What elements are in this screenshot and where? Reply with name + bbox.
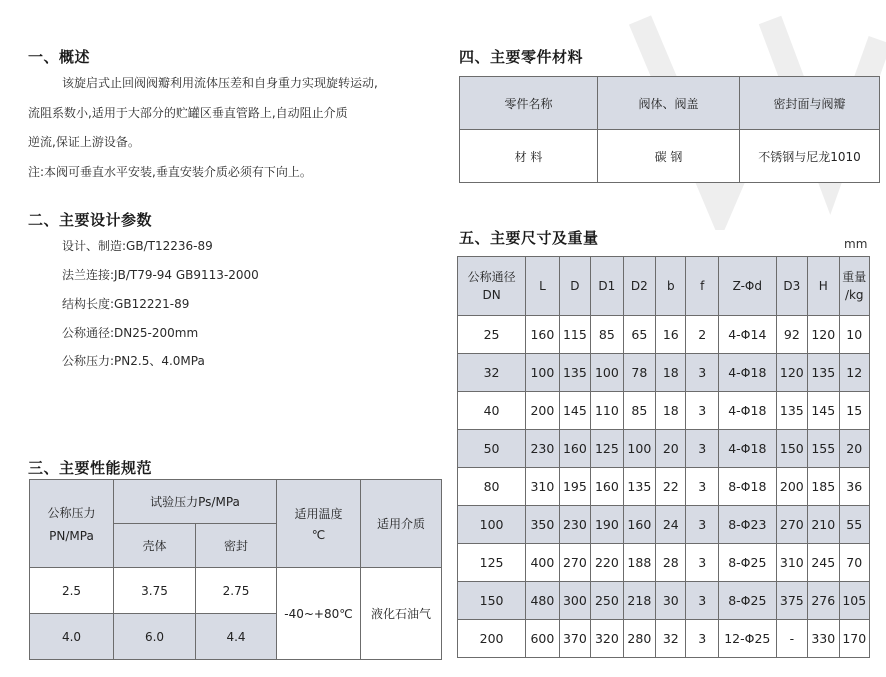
- cell-f: 3: [686, 620, 718, 658]
- cell-D: 270: [559, 544, 590, 582]
- cell-L: 310: [526, 468, 560, 506]
- table-row: [30, 568, 442, 614]
- cell-D2: 65: [623, 316, 655, 354]
- overview-note: 注:本阀可垂直水平安装,垂直安装介质必须有下向上。: [28, 165, 312, 179]
- cell-D1: 160: [591, 468, 623, 506]
- dimensions-body: [458, 316, 870, 658]
- header-D: D: [559, 257, 590, 316]
- table-row: [458, 392, 870, 430]
- cell-D3: 150: [776, 430, 807, 468]
- cell-zd: 4-Φ18: [718, 392, 776, 430]
- header-pressure-label: 公称压力: [47, 506, 96, 520]
- header-pressure: [30, 480, 114, 568]
- cell-zd: 4-Φ18: [718, 430, 776, 468]
- table-row: [458, 544, 870, 582]
- cell-f: 3: [686, 582, 718, 620]
- cell-L: 480: [526, 582, 560, 620]
- cell-L: 350: [526, 506, 560, 544]
- cell-temp-range: -40~+80℃: [277, 568, 361, 660]
- cell-H: 245: [808, 544, 839, 582]
- table-row: [458, 316, 870, 354]
- cell-D: 370: [559, 620, 590, 658]
- header-temp: [277, 480, 361, 568]
- header-dn-line2: DN: [482, 288, 501, 302]
- cell-seal-material: 不锈钢与尼龙1010: [740, 130, 880, 183]
- design-item: 设计、制造:GB/T12236-89: [62, 239, 213, 253]
- design-item: 公称通径:DN25-200mm: [62, 326, 199, 340]
- cell-dn: 125: [458, 544, 526, 582]
- header-f: f: [686, 257, 718, 316]
- cell-zd: 12-Φ25: [718, 620, 776, 658]
- cell-H: 185: [808, 468, 839, 506]
- materials-table: [459, 76, 880, 183]
- cell-zd: 8-Φ25: [718, 582, 776, 620]
- header-weight: [839, 257, 870, 316]
- table-row: [458, 506, 870, 544]
- cell-pn: 2.5: [30, 568, 114, 614]
- design-item: 公称压力:PN2.5、4.0MPa: [62, 354, 205, 368]
- cell-b: 18: [656, 392, 686, 430]
- design-title: 二、主要设计参数: [28, 211, 153, 229]
- header-seal-disc: 密封面与阀瓣: [740, 77, 880, 130]
- cell-weight: 170: [839, 620, 870, 658]
- performance-title: 三、主要性能规范: [28, 459, 153, 477]
- cell-D1: 85: [591, 316, 623, 354]
- cell-b: 24: [656, 506, 686, 544]
- cell-H: 145: [808, 392, 839, 430]
- cell-medium: 液化石油气: [361, 568, 442, 660]
- cell-D2: 85: [623, 392, 655, 430]
- cell-D1: 190: [591, 506, 623, 544]
- table-row: [458, 468, 870, 506]
- overview-title: 一、概述: [28, 48, 91, 66]
- cell-H: 135: [808, 354, 839, 392]
- cell-zd: 8-Φ18: [718, 468, 776, 506]
- cell-dn: 150: [458, 582, 526, 620]
- cell-D: 115: [559, 316, 590, 354]
- overview-line-1: 该旋启式止回阀阀瓣利用流体压差和自身重力实现旋转运动,: [62, 76, 378, 90]
- header-shell: 壳体: [114, 524, 196, 568]
- cell-D3: -: [776, 620, 807, 658]
- cell-D2: 188: [623, 544, 655, 582]
- cell-shell: 3.75: [114, 568, 196, 614]
- header-seal: 密封: [196, 524, 277, 568]
- cell-H: 210: [808, 506, 839, 544]
- cell-D1: 100: [591, 354, 623, 392]
- cell-weight: 105: [839, 582, 870, 620]
- cell-H: 276: [808, 582, 839, 620]
- cell-material-label: 材 料: [460, 130, 598, 183]
- cell-D: 135: [559, 354, 590, 392]
- cell-weight: 70: [839, 544, 870, 582]
- cell-D1: 320: [591, 620, 623, 658]
- cell-b: 20: [656, 430, 686, 468]
- cell-L: 100: [526, 354, 560, 392]
- header-body-bonnet: 阀体、阀盖: [598, 77, 740, 130]
- cell-H: 120: [808, 316, 839, 354]
- cell-D: 145: [559, 392, 590, 430]
- cell-dn: 100: [458, 506, 526, 544]
- cell-D: 230: [559, 506, 590, 544]
- header-H: H: [808, 257, 839, 316]
- cell-f: 3: [686, 392, 718, 430]
- cell-b: 28: [656, 544, 686, 582]
- cell-D3: 310: [776, 544, 807, 582]
- cell-weight: 20: [839, 430, 870, 468]
- header-dn: [458, 257, 526, 316]
- cell-zd: 4-Φ14: [718, 316, 776, 354]
- header-part-name: 零件名称: [460, 77, 598, 130]
- cell-dn: 25: [458, 316, 526, 354]
- header-dn-line1: 公称通径: [467, 270, 516, 284]
- cell-L: 200: [526, 392, 560, 430]
- cell-D1: 125: [591, 430, 623, 468]
- cell-shell: 6.0: [114, 614, 196, 660]
- cell-weight: 15: [839, 392, 870, 430]
- cell-b: 16: [656, 316, 686, 354]
- cell-H: 330: [808, 620, 839, 658]
- header-weight-line1: 重量: [842, 270, 867, 284]
- cell-L: 600: [526, 620, 560, 658]
- header-D2: D2: [623, 257, 655, 316]
- cell-D2: 100: [623, 430, 655, 468]
- cell-D1: 110: [591, 392, 623, 430]
- cell-H: 155: [808, 430, 839, 468]
- cell-f: 3: [686, 430, 718, 468]
- cell-seal: 2.75: [196, 568, 277, 614]
- table-row: [458, 620, 870, 658]
- cell-D2: 135: [623, 468, 655, 506]
- materials-title: 四、主要零件材料: [459, 48, 584, 66]
- dimensions-table: [457, 256, 870, 658]
- design-item: 结构长度:GB12221-89: [62, 297, 190, 311]
- cell-b: 22: [656, 468, 686, 506]
- cell-D3: 270: [776, 506, 807, 544]
- cell-b: 32: [656, 620, 686, 658]
- cell-f: 3: [686, 354, 718, 392]
- cell-zd: 8-Φ23: [718, 506, 776, 544]
- cell-D3: 375: [776, 582, 807, 620]
- header-medium: 适用介质: [361, 480, 442, 568]
- design-item: 法兰连接:JB/T79-94 GB9113-2000: [62, 268, 259, 282]
- cell-dn: 80: [458, 468, 526, 506]
- cell-b: 30: [656, 582, 686, 620]
- cell-D2: 160: [623, 506, 655, 544]
- overview-line-2: 流阻系数小,适用于大部分的贮罐区垂直管路上,自动阻止介质: [28, 106, 348, 120]
- dimensions-title: 五、主要尺寸及重量: [459, 229, 599, 247]
- cell-dn: 32: [458, 354, 526, 392]
- cell-D3: 120: [776, 354, 807, 392]
- cell-L: 160: [526, 316, 560, 354]
- cell-f: 3: [686, 506, 718, 544]
- table-row: [458, 354, 870, 392]
- cell-D2: 218: [623, 582, 655, 620]
- table-row: [458, 582, 870, 620]
- table-row: [458, 430, 870, 468]
- cell-weight: 36: [839, 468, 870, 506]
- header-temp-label: 适用温度: [294, 507, 343, 521]
- cell-dn: 50: [458, 430, 526, 468]
- header-pressure-unit: PN/MPa: [49, 529, 94, 543]
- header-zd: Z-Φd: [718, 257, 776, 316]
- header-weight-line2: /kg: [844, 288, 864, 302]
- performance-table: [29, 479, 442, 660]
- cell-zd: 8-Φ25: [718, 544, 776, 582]
- cell-weight: 55: [839, 506, 870, 544]
- cell-f: 2: [686, 316, 718, 354]
- dimensions-unit: mm: [844, 237, 868, 251]
- cell-D: 160: [559, 430, 590, 468]
- cell-D3: 200: [776, 468, 807, 506]
- header-test-pressure: 试验压力Ps/MPa: [114, 480, 277, 524]
- cell-pn: 4.0: [30, 614, 114, 660]
- cell-body-material: 碳 钢: [598, 130, 740, 183]
- cell-L: 230: [526, 430, 560, 468]
- cell-weight: 12: [839, 354, 870, 392]
- cell-seal: 4.4: [196, 614, 277, 660]
- cell-zd: 4-Φ18: [718, 354, 776, 392]
- cell-D3: 135: [776, 392, 807, 430]
- cell-dn: 40: [458, 392, 526, 430]
- cell-L: 400: [526, 544, 560, 582]
- cell-b: 18: [656, 354, 686, 392]
- header-D1: D1: [591, 257, 623, 316]
- cell-D1: 250: [591, 582, 623, 620]
- cell-D2: 78: [623, 354, 655, 392]
- header-L: L: [526, 257, 560, 316]
- header-b: b: [656, 257, 686, 316]
- cell-dn: 200: [458, 620, 526, 658]
- cell-f: 3: [686, 468, 718, 506]
- cell-D2: 280: [623, 620, 655, 658]
- overview-line-3: 逆流,保证上游设备。: [28, 135, 140, 149]
- cell-D1: 220: [591, 544, 623, 582]
- cell-weight: 10: [839, 316, 870, 354]
- table-row: [460, 130, 880, 183]
- header-temp-unit: ℃: [311, 528, 326, 542]
- header-D3: D3: [776, 257, 807, 316]
- cell-D: 300: [559, 582, 590, 620]
- cell-D: 195: [559, 468, 590, 506]
- cell-f: 3: [686, 544, 718, 582]
- cell-D3: 92: [776, 316, 807, 354]
